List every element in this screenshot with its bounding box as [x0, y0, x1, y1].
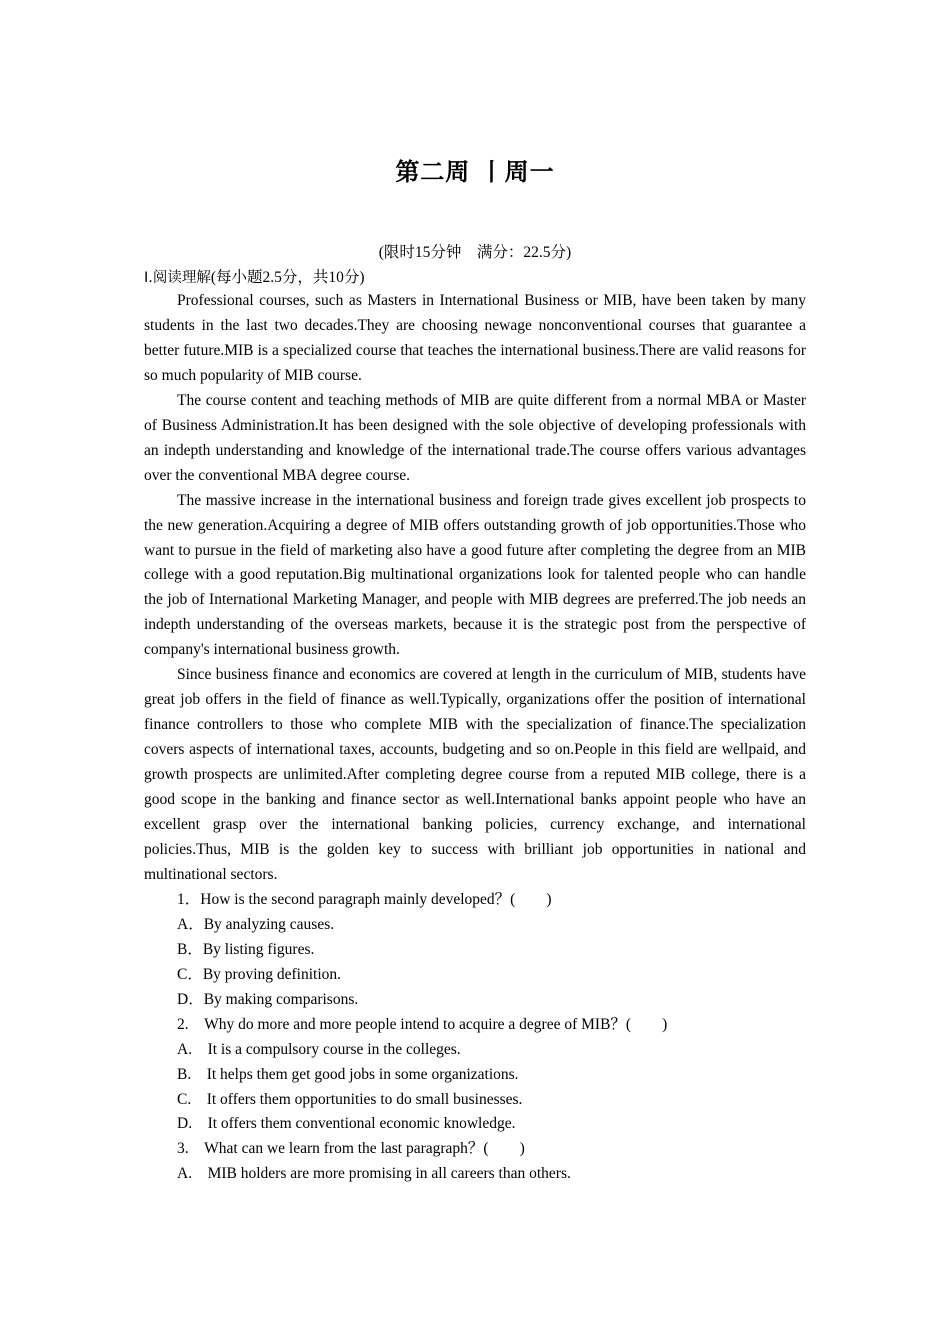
answer-option: B. It helps them get good jobs in some organizations.: [177, 1065, 519, 1083]
page-title: 第二周 丨周一: [395, 158, 555, 186]
question-stem: 2. Why do more and more people intend to acquire a degree of MIB？( ): [177, 1015, 668, 1033]
passage-paragraph: Professional courses, such as Masters in International Business or MIB, have been taken by many students in the last two decades.They are choosing newage nonconventional courses that guarantee a better future.MIB is a specialized course that teaches the international business.There are valid reasons for so much popularity of MIB course.: [144, 292, 806, 384]
question-stem: 1．How is the second paragraph mainly developed？( ): [177, 890, 552, 908]
answer-option: A．By analyzing causes.: [177, 915, 335, 933]
passage-paragraph: The massive increase in the international business and foreign trade gives excellent job prospects to the new generation.Acquiring a degree of MIB offers outstanding growth of job opportunities.Those who want to pursue in the field of marketing also have a good future after completing the degree from an MIB college with a good reputation.Big multinational organizations look for talented people who can handle the job of International Marketing Manager, and people with MIB degrees are preferred.The job needs an indepth understanding of the overseas markets, because it is the strategic post from the perspective of company's international business growth.: [144, 491, 806, 659]
answer-option: D. It offers them conventional economic knowledge.: [177, 1115, 516, 1133]
answer-option: C．By proving definition.: [177, 965, 342, 983]
time-limit: (限时15分钟 满分：22.5分): [378, 244, 572, 261]
section-heading: [144, 265, 365, 291]
answer-option: A. It is a compulsory course in the colleges.: [177, 1040, 461, 1058]
question-stem: 3. What can we learn from the last paragraph？( ): [177, 1140, 525, 1158]
answer-option: C. It offers them opportunities to do small businesses.: [177, 1090, 523, 1108]
section-label: Ⅰ.阅读理解: [144, 270, 211, 286]
answer-option: D．By making comparisons.: [177, 990, 359, 1008]
passage-paragraph: Since business finance and economics are covered at length in the curriculum of MIB, students have great job offers in the field of finance as well.Typically, organizations offer the position of international finance controllers to those who complete MIB with the specialization of finance.The specialization covers aspects of international taxes, accounts, budgeting and so on.People in this field are wellpaid, and growth prospects are unlimited.After completing degree course from a reputed MIB college, there is a good scope in the banking and finance sector as well.International banks appoint people who have an excellent grasp over the international banking policies, currency exchange, and international policies.Thus, MIB is the golden key to success with brilliant job opportunities in national and multinational sectors.: [144, 666, 806, 883]
answer-option: B．By listing figures.: [177, 940, 315, 958]
section-note: (每小题2.5分，共10分): [210, 269, 365, 286]
answer-option: A. MIB holders are more promising in all careers than others.: [177, 1165, 571, 1183]
document-body: [144, 289, 806, 1187]
passage-paragraph: The course content and teaching methods of MIB are quite different from a normal MBA or Master of Business Administration.It has been designed with the sole objective of developing professionals with an indepth understanding and knowledge of the international trade.The course offers various advantages over the conventional MBA degree course.: [144, 391, 806, 484]
